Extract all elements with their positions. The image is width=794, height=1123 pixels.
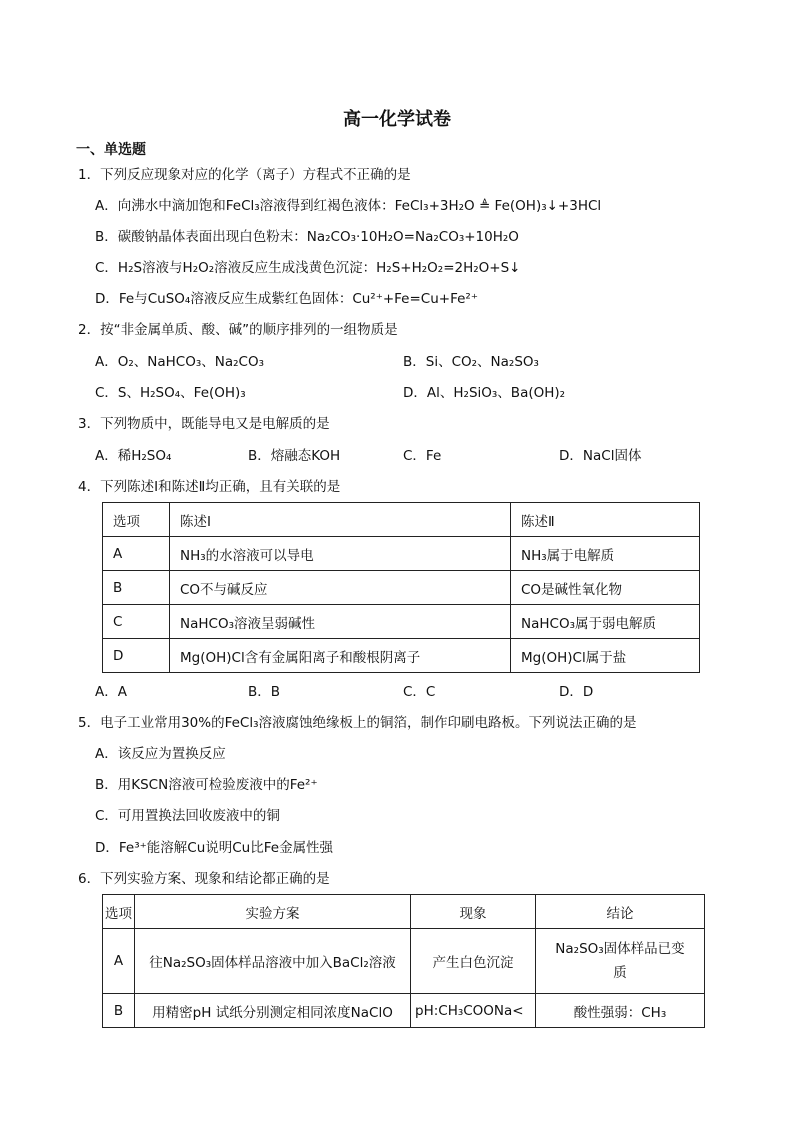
section-heading: 一、单选题 [76,142,146,158]
question-4-option-a: A．A [95,684,127,700]
cell-line: Na₂SO₃固体样品已变 [555,941,685,957]
question-4-stem: 4．下列陈述Ⅰ和陈述Ⅱ均正确，且有关联的是 [78,479,341,495]
question-3-option-b: B．熔融态KOH [248,448,341,464]
table-cell: 酸性强弱：CH₃ [536,994,705,1028]
table-cell: NH₃属于电解质 [511,537,700,571]
table-row [103,537,700,571]
table-cell: B [103,571,170,605]
question-2-option-b: B．Si、CO₂、Na₂SO₃ [403,354,539,370]
table-cell: Mg(OH)Cl含有金属阳离子和酸根阴离子 [170,639,511,673]
question-6-stem: 6．下列实验方案、现象和结论都正确的是 [78,871,330,887]
question-4-option-c: C．C [403,684,436,700]
table-header-row [103,503,700,537]
table-row [103,571,700,605]
table-cell: D [103,639,170,673]
question-4-option-d: D．D [559,684,594,700]
table-cell: A [103,537,170,571]
table-header-row [103,895,705,929]
table-header-cell: 实验方案 [135,895,411,929]
table-cell: CO是碱性氧化物 [511,571,700,605]
table-cell: 用精密pH 试纸分别测定相同浓度NaClO [135,994,411,1028]
table-cell [536,929,705,994]
question-5-option-d: D．Fe³⁺能溶解Cu说明Cu比Fe金属性强 [95,840,334,856]
question-4-option-b: B．B [248,684,281,700]
table-header-cell: 现象 [411,895,536,929]
question-3-option-d: D．NaCl固体 [559,448,642,464]
table-row [103,929,705,994]
table-header-cell: 选项 [103,895,135,929]
question-2-option-a: A．O₂、NaHCO₃、Na₂CO₃ [95,354,265,370]
page-title: 高一化学试卷 [343,109,451,130]
question-1-stem: 1．下列反应现象对应的化学（离子）方程式不正确的是 [78,167,411,183]
question-5-option-a: A．该反应为置换反应 [95,746,226,762]
question-1-option-a: A．向沸水中滴加饱和FeCl₃溶液得到红褐色液体：FeCl₃+3H₂O ≜ Fe(OH)₃↓+3HCl [95,198,602,214]
table-row [103,994,705,1028]
table-header-cell: 陈述Ⅱ [511,503,700,537]
table-header-cell: 选项 [103,503,170,537]
table-cell: CO不与碱反应 [170,571,511,605]
question-4-table [102,502,700,673]
table-cell: pH:CH₃COONa< [411,994,536,1028]
table-cell: NaHCO₃属于弱电解质 [511,605,700,639]
table-cell: NH₃的水溶液可以导电 [170,537,511,571]
question-5-option-b: B．用KSCN溶液可检验废液中的Fe²⁺ [95,777,318,793]
question-1-option-c: C．H₂S溶液与H₂O₂溶液反应生成浅黄色沉淀：H₂S+H₂O₂=2H₂O+S↓ [95,260,521,276]
question-3-stem: 3．下列物质中，既能导电又是电解质的是 [78,416,330,432]
question-5-option-c: C．可用置换法回收废液中的铜 [95,808,280,824]
question-3-option-a: A．稀H₂SO₄ [95,448,172,464]
table-cell: C [103,605,170,639]
question-2-option-d: D．Al、H₂SiO₃、Ba(OH)₂ [403,385,566,401]
question-3-option-c: C．Fe [403,448,442,464]
table-cell: 产生白色沉淀 [411,929,536,994]
table-cell: B [103,994,135,1028]
table-row [103,605,700,639]
question-6-table [102,894,705,1028]
question-5-stem: 5．电子工业常用30%的FeCl₃溶液腐蚀绝缘板上的铜箔，制作印刷电路板。下列说法正确的是 [78,715,637,731]
question-1-option-d: D．Fe与CuSO₄溶液反应生成紫红色固体：Cu²⁺+Fe=Cu+Fe²⁺ [95,291,478,307]
table-header-cell: 结论 [536,895,705,929]
cell-line: 质 [613,965,627,981]
question-2-stem: 2．按“非金属单质、酸、碱”的顺序排列的一组物质是 [78,322,398,338]
table-row [103,639,700,673]
table-cell: 往Na₂SO₃固体样品溶液中加入BaCl₂溶液 [135,929,411,994]
table-cell: NaHCO₃溶液呈弱碱性 [170,605,511,639]
table-cell: Mg(OH)Cl属于盐 [511,639,700,673]
table-cell: A [103,929,135,994]
question-1-option-b: B．碳酸钠晶体表面出现白色粉末：Na₂CO₃·10H₂O=Na₂CO₃+10H₂O [95,229,519,245]
table-header-cell: 陈述Ⅰ [170,503,511,537]
question-2-option-c: C．S、H₂SO₄、Fe(OH)₃ [95,385,246,401]
